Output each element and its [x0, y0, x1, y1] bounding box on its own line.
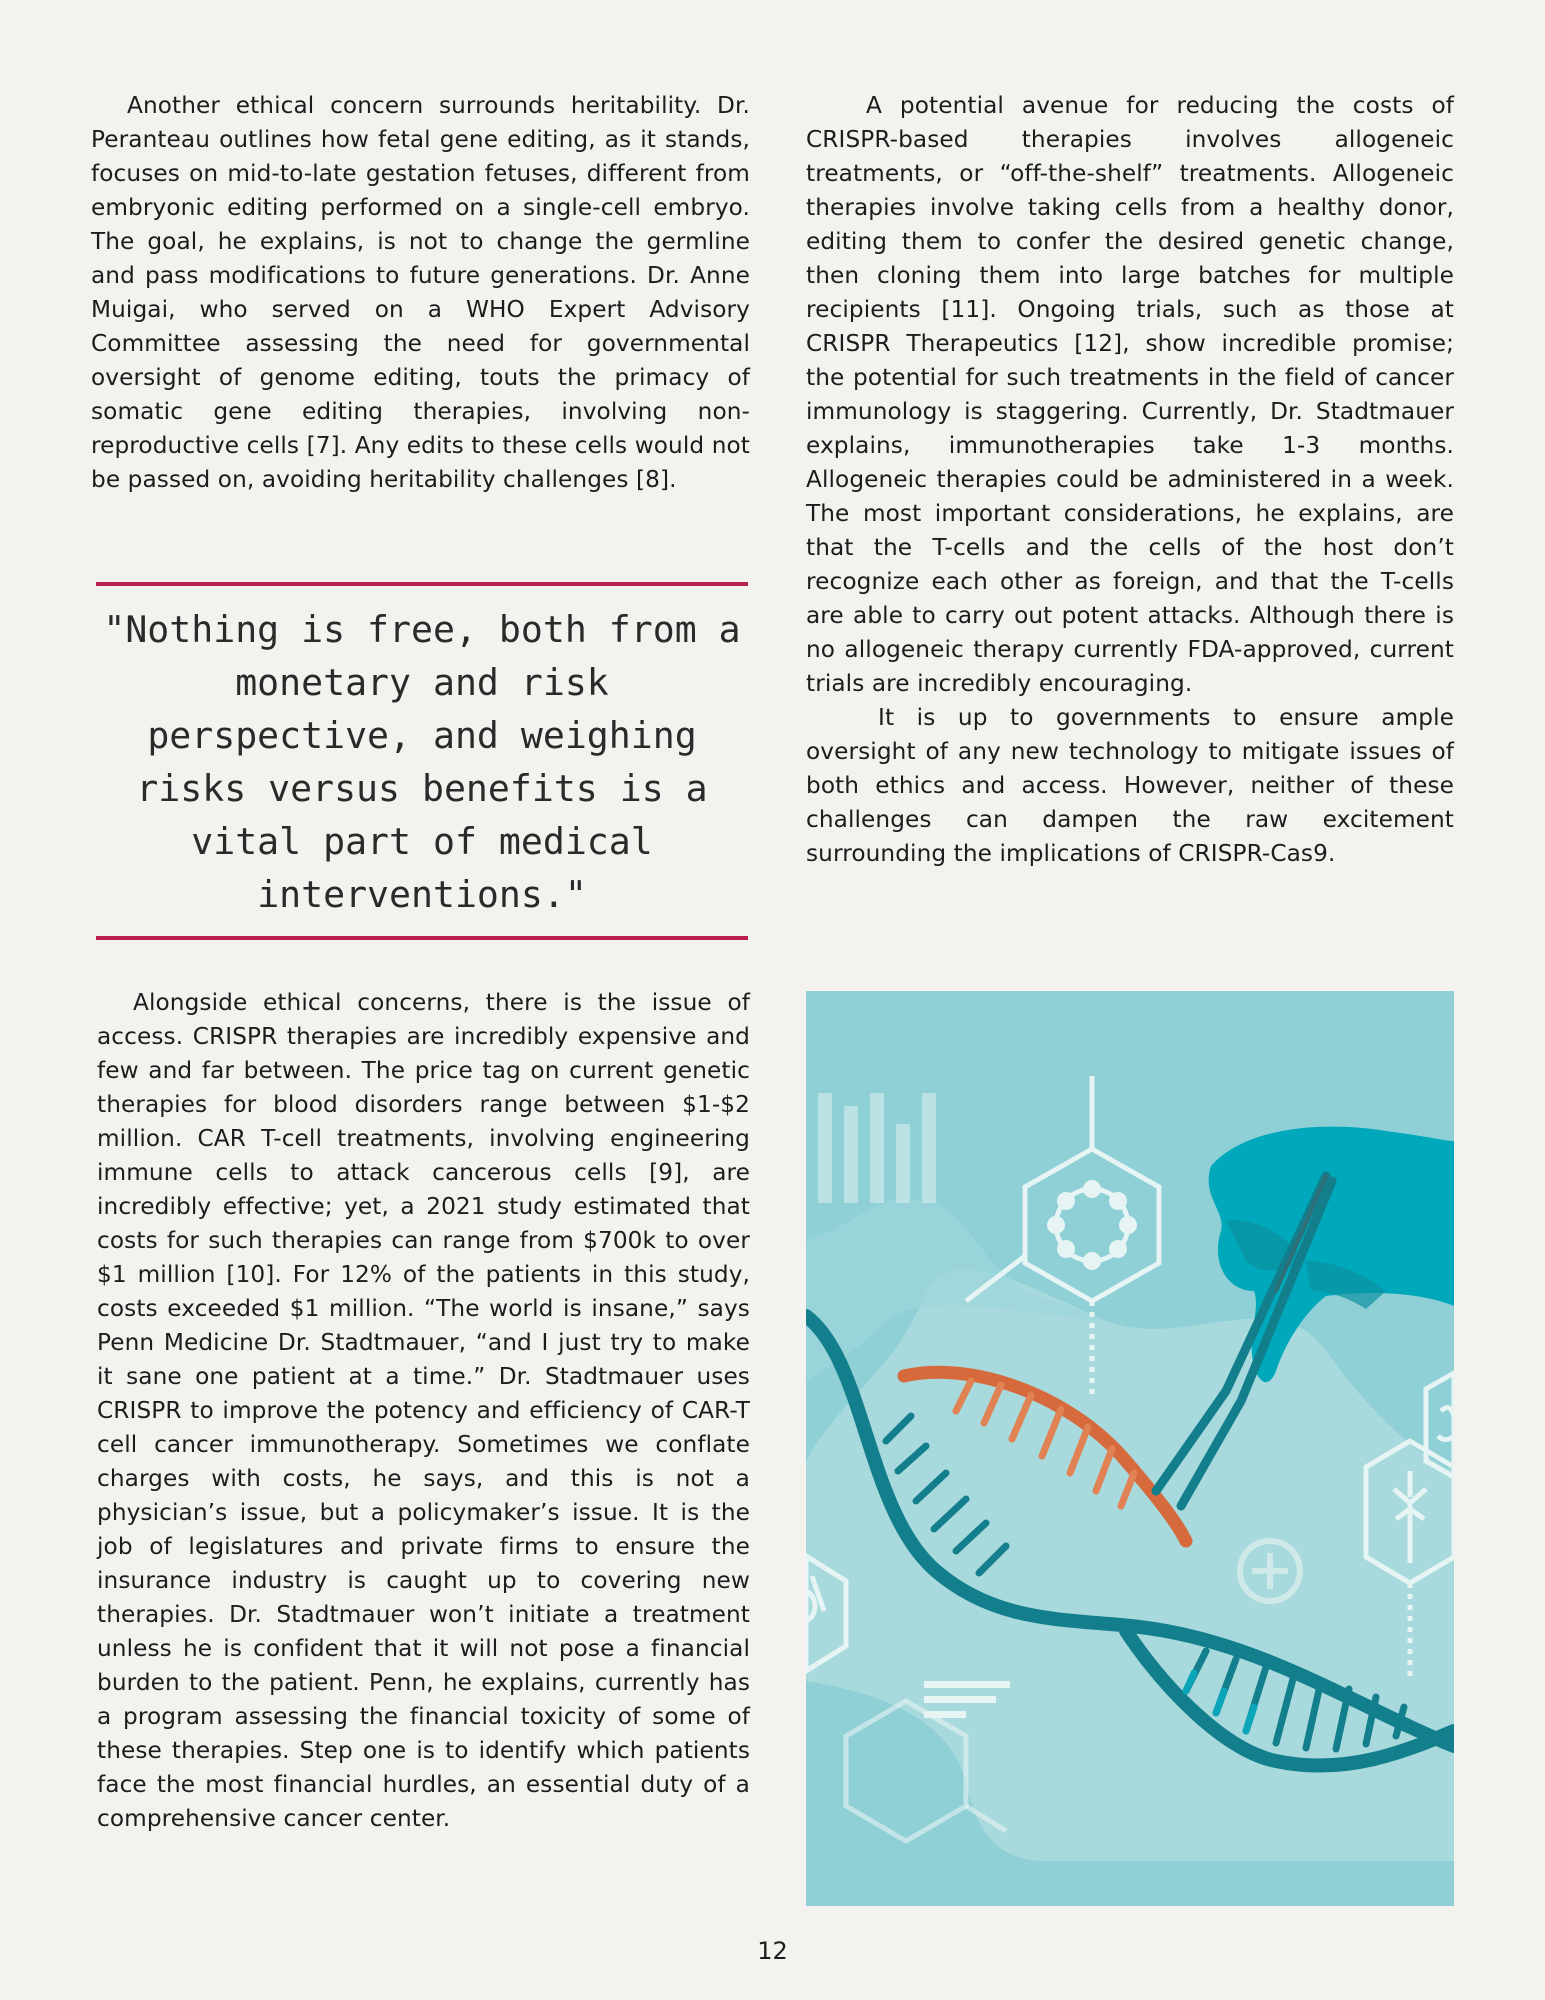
pull-quote-bottom-rule [96, 936, 748, 940]
left-column-bottom [97, 986, 750, 1836]
page-number: 12 [757, 1937, 788, 1965]
pull-quote-top-rule [96, 582, 748, 586]
body-paragraph-allogeneic: A potential avenue for reducing the costs of CRISPR-based therapies involves allogeneic treatments, or “off-the-shelf” treatments. Allogeneic therapies involve taking cells from a healthy donor, editing them to confer the desired genetic change, then cloning them into large batches for multiple recipients [11]. Ongoing trials, such as those at CRISPR Therapeutics [12], show incredible promise; the potential for such treatments in the field of cancer immunology is staggering. Currently, Dr. Stadtmauer explains, immunotherapies take 1-3 months. Allogeneic therapies could be administered in a week. The most important considerations, he explains, are that the T-cells and the cells of the host don’t recognize each other as foreign, and that the T-cells are able to carry out potent attacks. Although there is no allogeneic therapy currently FDA-approved, current trials are incredibly encouraging. [806, 92, 1454, 697]
left-column-top [91, 89, 750, 497]
body-paragraph-heritability: Another ethical concern surrounds heritability. Dr. Peranteau outlines how fetal gene editing, as it stands, focuses on mid-to-late gestation fetuses, different from embryonic editing performed on a single-cell embryo. The goal, he explains, is not to change the germline and pass modifications to future generations. Dr. Anne Muigai, who served on a WHO Expert Advisory Committee assessing the need for governmental oversight of genome editing, touts the primacy of somatic gene editing therapies, involving non-reproductive cells [7]. Any edits to these cells would not be passed on, avoiding heritability challenges [8]. [91, 92, 750, 493]
right-column [806, 89, 1454, 871]
body-paragraph-conclusion: It is up to governments to ensure ample oversight of any new technology to mitigate issues of both ethics and access. However, neither of these challenges can dampen the raw excitement surrounding the implications of CRISPR-Cas9. [806, 704, 1454, 867]
pull-quote: "Nothing is free, both from a monetary and risk perspective, and weighing risks versus benefits is a vital part of medical interventions." [103, 608, 741, 916]
crispr-illustration [806, 991, 1454, 1906]
body-paragraph-access: Alongside ethical concerns, there is the issue of access. CRISPR therapies are incredibly expensive and few and far between. The price tag on current genetic therapies for blood disorders range between $1-$2 million. CAR T-cell treatments, involving engineering immune cells to attack cancerous cells [9], are incredibly effective; yet, a 2021 study estimated that costs for such therapies can range from $700k to over $1 million [10]. For 12% of the patients in this study, costs exceeded $1 million. “The world is insane,” says Penn Medicine Dr. Stadtmauer, “and I just try to make it sane one patient at a time.” Dr. Stadtmauer uses CRISPR to improve the potency and efficiency of CAR-T cell cancer immunotherapy. Sometimes we conflate charges with costs, he says, and this is not a physician’s issue, but a policymaker’s issue. It is the job of legislatures and private firms to ensure the insurance industry is caught up to covering new therapies. Dr. Stadtmauer won’t initiate a treatment unless he is confident that it will not pose a financial burden to the patient. Penn, he explains, currently has a program assessing the financial toxicity of some of these therapies. Step one is to identify which patients face the most financial hurdles, an essential duty of a comprehensive cancer center. [97, 989, 750, 1832]
